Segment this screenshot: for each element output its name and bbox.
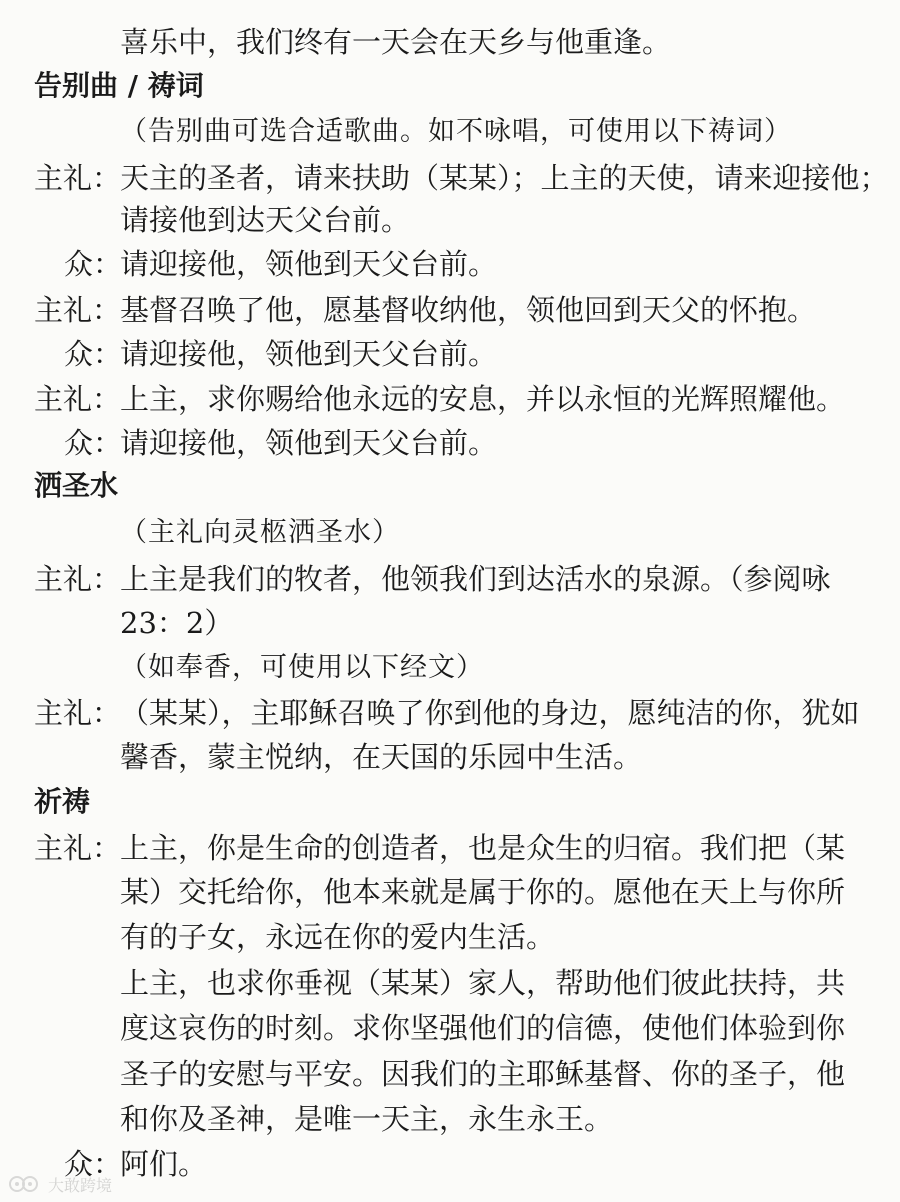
text-line: 请迎接他，领他到天父台前。 [120,247,498,281]
instruction-holy-water: （主礼向灵柩洒圣水） [120,517,400,548]
watermark [8,1170,112,1198]
text-line: 请接他到达天父台前。 [120,203,411,237]
text-line: 上主，你是生命的创造者，也是众生的归宿。我们把（某 [120,831,846,865]
speaker-label: 主礼： [34,382,122,416]
text-line: 23：2） [120,606,234,640]
text-line: 基督召唤了他，愿基督收纳他，领他回到天父的怀抱。 [120,293,817,327]
speaker-label: 主礼： [34,831,122,865]
text-line: 上主是我们的牧者，他领我们到达活水的泉源。（参阅咏 [120,562,831,596]
watermark-text: 大敢跨境 [48,1175,113,1195]
speaker-label: 主礼： [34,161,122,195]
text-line: 度这哀伤的时刻。求你坚强他们的信德，使他们体验到你 [120,1011,846,1045]
text-line: 圣子的安慰与平安。因我们的主耶稣基督、你的圣子，他 [120,1057,846,1091]
speaker-label: 主礼： [34,293,122,327]
instruction-incense: （如奉香，可使用以下经文） [120,652,484,683]
speaker-label: 众： [64,426,123,460]
section-heading-prayer: 祈祷 [34,785,91,818]
text-line: （某某），主耶稣召唤了你到他的身边，愿纯洁的你，犹如 [120,696,860,730]
brand-logo-icon [8,1173,42,1195]
speaker-label: 主礼： [34,562,122,596]
instruction-farewell: （告别曲可选合适歌曲。如不咏唱，可使用以下祷词） [120,116,792,147]
text-line: 请迎接他，领他到天父台前。 [120,337,498,371]
section-heading-farewell: 告别曲 / 祷词 [34,69,204,102]
speaker-label: 主礼： [34,696,122,730]
text-line: 和你及圣神，是唯一天主，永生永王。 [120,1102,614,1136]
speaker-label: 众： [64,337,123,371]
text-line: 上主，也求你垂视（某某）家人，帮助他们彼此扶持，共 [120,966,846,1000]
text-line: 喜乐中，我们终有一天会在天乡与他重逢。 [120,25,672,59]
speaker-label: 众： [64,247,123,281]
text-line: 馨香，蒙主悦纳，在天国的乐园中生活。 [120,740,643,774]
text-line: 天主的圣者，请来扶助（某某）；上主的天使，请来迎接他； [120,161,889,195]
text-line: 阿们。 [120,1147,208,1181]
section-heading-holy-water: 洒圣水 [34,469,119,502]
text-line: 请迎接他，领他到天父台前。 [120,426,498,460]
text-line: 上主，求你赐给他永远的安息，并以永恒的光辉照耀他。 [120,382,846,416]
text-line: 某）交托给你，他本来就是属于你的。愿他在天上与你所 [120,875,846,909]
speaker-label: 众： [64,1147,123,1181]
text-line: 有的子女，永远在你的爱内生活。 [120,920,556,954]
